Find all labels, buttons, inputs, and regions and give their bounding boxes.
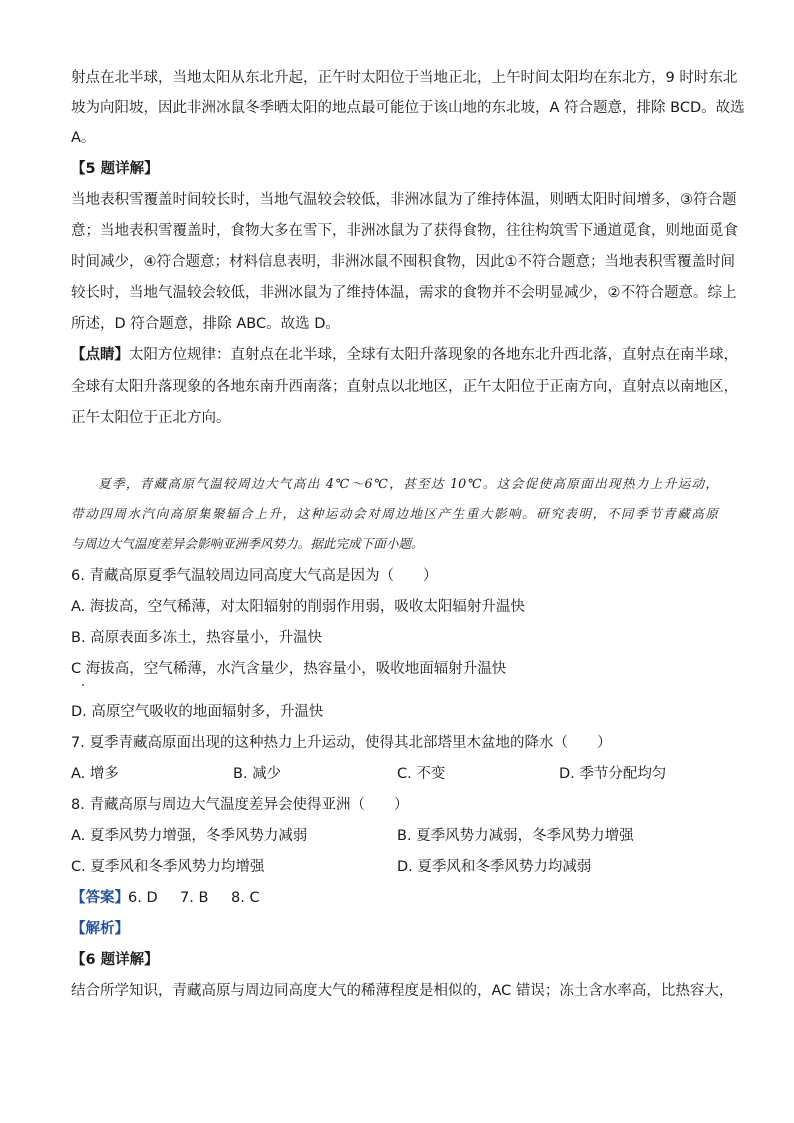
answer-label: 【答案】 (71, 890, 129, 906)
answer-item: 7. B (180, 890, 209, 906)
section-heading-q5: 【5 题详解】 (71, 161, 159, 177)
question-8-option-c: C. 夏季风和冬季风势力均增强 (71, 859, 265, 875)
paragraph-line: A。 (71, 130, 96, 146)
passage-line: 带动四周水汽向高原集聚辐合上升，这种运动会对周边地区产生重大影响。研究表明，不同季节青藏高原 (71, 506, 718, 521)
question-6-option-a: A. 海拔高，空气稀薄，对太阳辐射的削弱作用弱，吸收太阳辐射升温快 (71, 599, 525, 615)
paragraph-line: 意；当地表积雪覆盖时，食物大多在雪下，非洲冰鼠为了获得食物，往往构筑雪下通道觅食，则地面觅食 (71, 223, 738, 239)
section-heading-q6: 【6 题详解】 (71, 952, 159, 968)
passage-line: 夏季，青藏高原气温较周边大气高出 4℃～6℃，甚至达 10℃。这会促使高原面出现热力上升运动， (98, 476, 718, 491)
question-7-option-b: B. 减少 (233, 766, 282, 782)
question-6-option-d: D. 高原空气吸收的地面辐射多，升温快 (71, 704, 324, 720)
tip-text: 太阳方位规律：直射点在北半球，全球有太阳升落现象的各地东北升西北落，直射点在南半球， (129, 347, 738, 363)
paragraph-line: 结合所学知识，青藏高原与周边同高度大气的稀薄程度是相似的，AC 错误；冻土含水率高，比热容大， (71, 983, 734, 999)
question-8-option-d: D. 夏季风和冬季风势力均减弱 (397, 859, 592, 875)
paragraph-line: 全球有太阳升落现象的各地东南升西南落；直射点以北地区，正午太阳位于正南方向，直射点以南地区， (71, 379, 738, 395)
question-8-option-a: A. 夏季风势力增强，冬季风势力减弱 (71, 828, 308, 844)
question-6-option-c: C 海拔高，空气稀薄，水汽含量少，热容量小，吸收地面辐射升温快 (71, 661, 507, 677)
answer-item: 8. C (231, 890, 260, 906)
question-7-option-c: C. 不变 (397, 766, 446, 782)
passage-line: 与周边大气温度差异会影响亚洲季风势力。据此完成下面小题。 (71, 536, 424, 551)
paragraph-line: 当地表积雪覆盖时间较长时，当地气温较会较低，非洲冰鼠为了维持体温，则晒太阳时间增多，③符合题 (71, 192, 737, 208)
tip-label: 【点睛】 (71, 347, 129, 363)
question-8-option-b: B. 夏季风势力减弱，冬季风势力增强 (397, 828, 634, 844)
paragraph-line: 时间减少，④符合题意；材料信息表明，非洲冰鼠不囤积食物，因此①不符合题意；当地表积雪覆盖时间 (71, 254, 735, 270)
question-6-option-b: B. 高原表面多冻土，热容量小，升温快 (71, 630, 323, 646)
paragraph-line: 坡为向阳坡，因此非洲冰鼠冬季晒太阳的地点最可能位于该山地的东北坡，A 符合题意，排除 BCD。故选 (71, 100, 745, 116)
question-7-option-a: A. 增多 (71, 766, 119, 782)
answer-item: 6. D (128, 890, 158, 906)
stray-dot (82, 684, 84, 686)
paragraph-line: 所述，D 符合题意，排除 ABC。故选 D。 (71, 316, 340, 332)
question-7-stem: 7. 夏季青藏高原面出现的这种热力上升运动，使得其北部塔里木盆地的降水（ ） (71, 735, 612, 751)
paragraph-line: 正午太阳位于正北方向。 (71, 410, 231, 426)
paragraph-line: 较长时，当地气温较会较低，非洲冰鼠为了维持体温，需求的食物并不会明显减少，②不符合题意。综上 (71, 285, 737, 301)
question-7-option-d: D. 季节分配均匀 (559, 766, 667, 782)
analysis-label: 【解析】 (71, 921, 129, 937)
tip-first-line (71, 345, 738, 365)
question-8-stem: 8. 青藏高原与周边大气温度差异会使得亚洲（ ） (71, 797, 409, 813)
question-6-stem: 6. 青藏高原夏季气温较周边同高度大气高是因为（ ） (71, 568, 438, 584)
paragraph-line: 射点在北半球，当地太阳从东北升起，正午时太阳位于当地正北，上午时间太阳均在东北方，9 时时东北 (71, 70, 738, 86)
